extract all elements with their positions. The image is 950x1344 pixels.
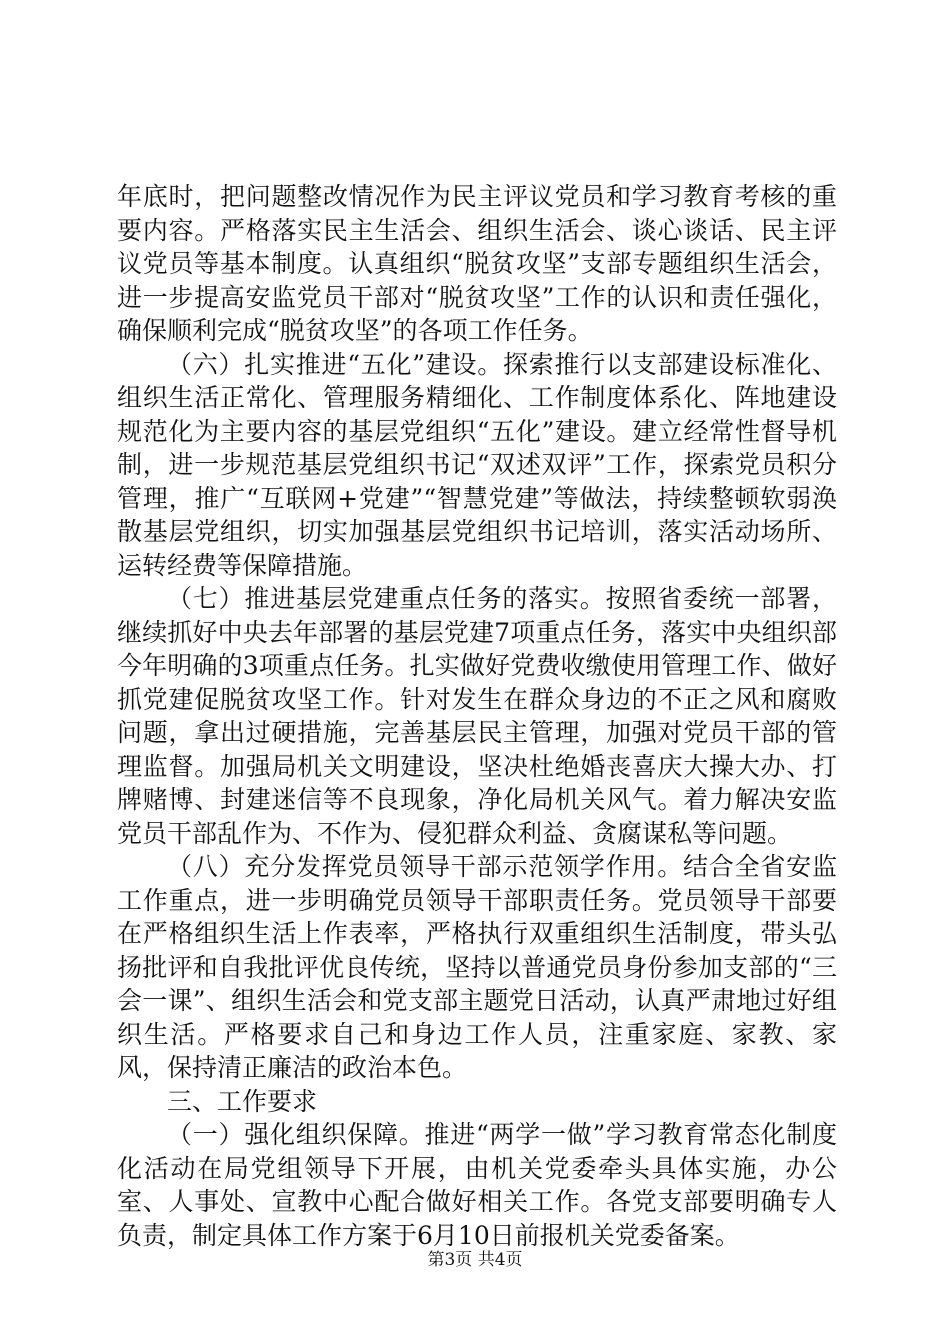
paragraph-requirement-1: （一）强化组织保障。推进“两学一做”学习教育常态化制度化活动在局党组领导下开展，由机关党委牵头具体实施，办公室、人事处、宣教中心配合做好相关工作。各党支部要明确专人负责，制定具体工作方案于6月10日前报机关党委备案。 (117, 1120, 837, 1250)
heading-work-requirements: 三、工作要求 (167, 1086, 318, 1116)
paragraph-section-8: （八）充分发挥党员领导干部示范领学作用。结合全省安监工作重点，进一步明确党员领导干部职责任务。党员领导干部要在严格组织生活上作表率，严格执行双重组织生活制度，带头弘扬批评和自我批评优良传统，坚持以普通党员身份参加支部的“三会一课”、组织生活会和党支部主题党日活动，认真严肃地过好组织生活。严格要求自己和身边工作人员，注重家庭、家教、家风，保持清正廉洁的政治本色。 (117, 852, 837, 1082)
paragraph-continued: 年底时，把问题整改情况作为民主评议党员和学习教育考核的重要内容。严格落实民主生活会、组织生活会、谈心谈话、民主评议党员等基本制度。认真组织“脱贫攻坚”支部专题组织生活会，进一步提高安监党员干部对“脱贫攻坚”工作的认识和责任强化，确保顺利完成“脱贫攻坚”的各项工作任务。 (117, 182, 837, 345)
page-footer: 第3页 共4页 (427, 1250, 523, 1270)
paragraph-section-6: （六）扎实推进“五化”建设。探索推行以支部建设标准化、组织生活正常化、管理服务精细化、工作制度体系化、阵地建设规范化为主要内容的基层党组织“五化”建设。建立经常性督导机制，进一步规范基层党组织书记“双述双评”工作，探索党员积分管理，推广“互联网+党建”“智慧党建”等做法，持续整顿软弱涣散基层党组织，切实加强基层党组织书记培训，落实活动场所、运转经费等保障措施。 (117, 349, 837, 580)
document-body (117, 180, 837, 1252)
paragraph-section-7: （七）推进基层党建重点任务的落实。按照省委统一部署，继续抓好中央去年部署的基层党建7项重点任务，落实中央组织部今年明确的3项重点任务。扎实做好党费收缴使用管理工作、做好抓党建促脱贫攻坚工作。针对发生在群众身边的不正之风和腐败问题，拿出过硬措施，完善基层民主管理，加强对党员干部的管理监督。加强局机关文明建设，坚决杜绝婚丧喜庆大操大办、打牌赌博、封建迷信等不良现象，净化局机关风气。着力解决安监党员干部乱作为、不作为、侵犯群众利益、贪腐谋私等问题。 (117, 584, 837, 848)
